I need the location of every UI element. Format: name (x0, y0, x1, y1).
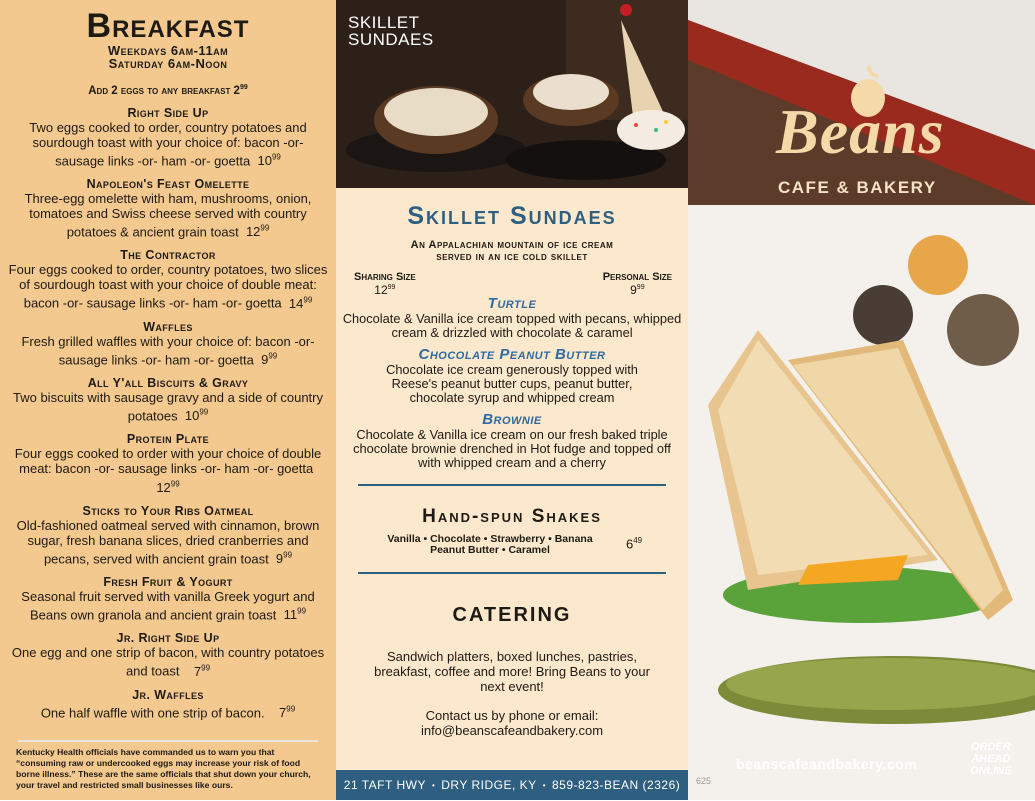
address-city: DRY RIDGE, KY (441, 778, 537, 792)
photo-caption: SKILLET SUNDAES (348, 13, 434, 49)
item-name: All Y'all Biscuits & Gravy (87, 376, 249, 391)
order-ahead-online[interactable]: ORDER AHEAD ONLINE (970, 741, 1012, 777)
item-name: Fresh Fruit & Yogurt (103, 575, 233, 590)
item-desc: Four eggs cooked to order with your choice of double meat: bacon -or- sausage links -or- ham -or- goetta (14, 446, 322, 477)
sharing-size: Sharing Size $12^{99}$ (354, 271, 416, 297)
item-desc: Three-egg omelette with ham, mushrooms, onion, tomatoes and Swiss cheese served with country potatoes & ancient grain toast (24, 191, 312, 240)
contact-email: info@beanscafeandbakery.com (420, 723, 604, 738)
address-street: 21 TAFT HWY (343, 778, 426, 792)
item-price: $10^{99}$ (184, 408, 209, 424)
brand-column (688, 0, 1035, 800)
menu-item (0, 688, 336, 720)
sundae-name: Chocolate Peanut Butter (418, 346, 606, 363)
sundae-sizes (336, 271, 688, 301)
breakfast-title: Breakfast (86, 7, 250, 45)
menu-item (0, 631, 336, 678)
weekday-hours: Weekdays 6am-11am (107, 43, 229, 58)
brand-logo: Beans (776, 96, 945, 167)
item-name: Napoleon's Feast Omelette (86, 177, 250, 192)
item-price: $10^{99}$ (257, 152, 281, 169)
saturday-hours: Saturday 6am-Noon (108, 56, 228, 71)
health-warning: Kentucky Health officials have commanded us to warn you that “consuming raw or undercooked eggs may increase your risk of food borne illness.” These are the same officials that shut down your church, your travel and restricted small businesses like ours. (16, 747, 311, 790)
shake-flavors: Vanilla • Chocolate • Strawberry • Banana Peanut Butter • Caramel (387, 533, 593, 556)
personal-size: Personal Size $9^{99}$ (602, 271, 672, 297)
sundae-item (336, 295, 688, 340)
sundae-desc: Chocolate & Vanilla ice cream on our fresh baked triple chocolate brownie drenched in Hot fudge and topped off with whipped cream and a cherry (353, 427, 671, 470)
item-price: $7^{99}$ (193, 663, 211, 679)
section-divider (358, 572, 666, 574)
item-desc: Seasonal fruit served with vanilla Greek yogurt and Beans own granola and ancient grain toast (21, 589, 315, 623)
catering-title: CATERING (452, 604, 572, 626)
item-price: $14^{99}$ (288, 295, 313, 311)
item-name: The Contractor (120, 248, 216, 263)
add-eggs-note: Add 2 eggs to any breakfast $2^{99}$ (88, 84, 248, 97)
item-name: Waffles (143, 319, 193, 334)
sundae-photo (336, 0, 688, 188)
item-price: $7^{99}$ (279, 704, 296, 721)
page-number: 625 (696, 776, 712, 786)
item-desc: Fresh grilled waffles with your choice of: bacon -or- sausage links -or- ham -or- goetta (21, 333, 315, 368)
sundae-item (336, 411, 688, 470)
item-desc: One egg and one strip of bacon, with country potatoes and toast (11, 645, 325, 679)
item-price: $12^{99}$ (245, 224, 270, 240)
shakes-row (336, 532, 688, 560)
website-link[interactable]: beanscafeandbakery.com (736, 756, 918, 772)
sundae-item (336, 346, 688, 405)
catering-desc: Sandwich platters, boxed lunches, pastries, breakfast, coffee and more! Bring Beans to your next event! (374, 649, 650, 694)
item-price: $9^{99}$ (275, 550, 293, 567)
menu-item (0, 106, 336, 168)
menu-item (0, 177, 336, 239)
item-name: Jr. Right Side Up (116, 631, 220, 646)
item-name: Jr. Waffles (132, 687, 204, 702)
item-desc: One half waffle with one strip of bacon. (40, 705, 265, 721)
sundaes-column (336, 0, 688, 800)
item-name: Sticks to Your Ribs Oatmeal (82, 503, 254, 518)
brand-tagline: CAFE & BAKERY (778, 178, 937, 197)
shake-price: $6^{49}$ (626, 536, 643, 552)
menu-item (0, 575, 336, 622)
sundaes-subtitle: An Appalachian mountain of ice cream served in an ice cold skillet (410, 239, 614, 263)
menu-item (0, 376, 336, 423)
shakes-title: Hand-spun Shakes (422, 506, 602, 527)
item-name: Protein Plate (126, 432, 210, 447)
sundae-name: Turtle (487, 295, 537, 312)
address-bar: 21 TAFT HWY • DRY RIDGE, KY • 859-823-BEAN (2326) (336, 770, 688, 800)
item-desc: Two biscuits with sausage gravy and a side of country potatoes (13, 390, 323, 424)
address-phone: 859-823-BEAN (2326) (552, 778, 681, 792)
item-desc: Old-fashioned oatmeal served with cinnamon, brown sugar, fresh banana slices, dried cranberries and pecans, served with ancient grain toast (16, 517, 320, 567)
item-desc: Two eggs cooked to order, country potatoes and sourdough toast with your choice of: bacon -or- sausage links -or- ham -or- goetta (29, 119, 307, 169)
section-divider (358, 484, 666, 486)
sundae-desc: Chocolate ice cream generously topped with Reese's peanut butter cups, peanut butter, chocolate syrup and whipped cream (386, 362, 638, 405)
warning-divider (18, 740, 318, 742)
item-price: $9^{99}$ (261, 351, 278, 368)
menu-item (0, 504, 336, 566)
menu-item (0, 432, 336, 494)
sundae-desc: Chocolate & Vanilla ice cream topped with pecans, whipped cream & drizzled with chocolate & caramel (342, 311, 682, 340)
menu-item (0, 248, 336, 310)
menu-item (0, 320, 336, 367)
sundae-name: Brownie (482, 411, 542, 428)
item-desc: Four eggs cooked to order, country potatoes, two slices of sourdough toast with your choice of double meat: bacon -or- sausage links -or- ham -or- goetta (8, 262, 328, 311)
item-name: Right Side Up (127, 105, 209, 120)
item-price: $12^{99}$ (156, 479, 180, 495)
sundaes-title: Skillet Sundaes (407, 202, 617, 230)
catering-contact: Contact us by phone or email: info@beanscafeandbakery.com (420, 708, 604, 738)
breakfast-column (0, 0, 336, 800)
item-price: $11^{99}$ (283, 607, 307, 623)
